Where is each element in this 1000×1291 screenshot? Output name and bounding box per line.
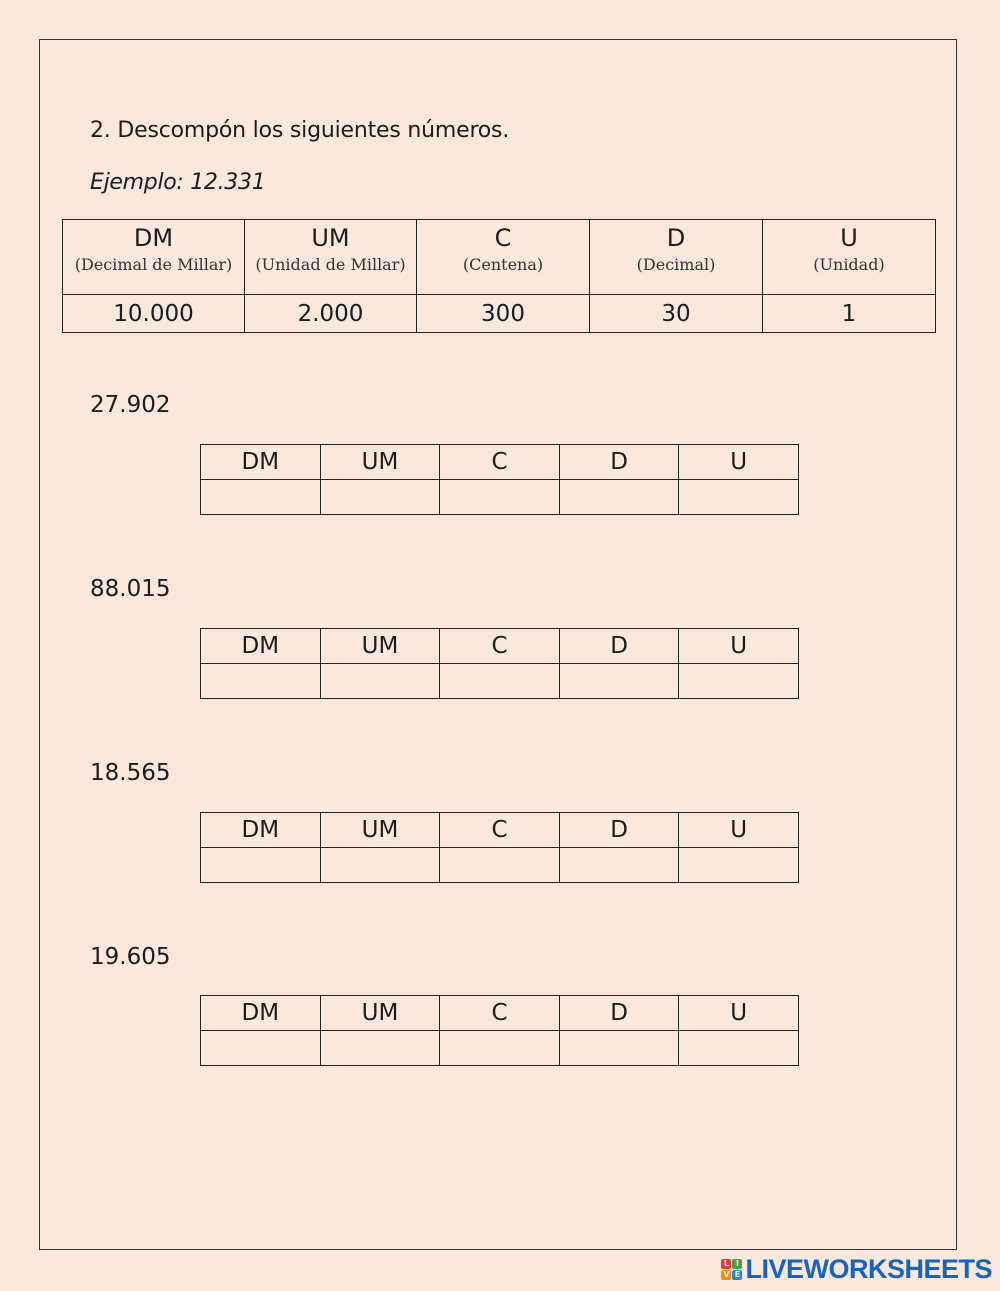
header-um: UM [320, 445, 440, 480]
example-header-c: C (Centena) [417, 220, 590, 295]
exercise-header-row [201, 445, 799, 480]
header-u: U [679, 445, 799, 480]
header-dm: DM [201, 629, 321, 664]
liveworksheets-logo[interactable] [721, 1254, 992, 1285]
exercise-answer-row [201, 480, 799, 515]
exercise-answer-row [201, 848, 799, 883]
exercise-table-2 [200, 628, 799, 699]
exercise-table-4 [200, 995, 799, 1066]
exercise-table-1 [200, 444, 799, 515]
header-u: U [679, 996, 799, 1031]
header-um: UM [320, 813, 440, 848]
answer-cell-dm[interactable] [201, 1031, 321, 1066]
answer-cell-c[interactable] [440, 480, 560, 515]
exercise-table-3 [200, 812, 799, 883]
answer-cell-u[interactable] [679, 480, 799, 515]
example-label: Ejemplo: 12.331 [90, 170, 266, 195]
exercise-header-row [201, 996, 799, 1031]
example-table [62, 219, 936, 333]
answer-cell-u[interactable] [679, 848, 799, 883]
header-d: D [559, 629, 679, 664]
answer-cell-d[interactable] [559, 848, 679, 883]
answer-cell-dm[interactable] [201, 480, 321, 515]
exercise-number-3: 18.565 [90, 760, 171, 786]
example-value-d: 30 [590, 295, 763, 333]
header-c: C [440, 445, 560, 480]
answer-cell-c[interactable] [440, 664, 560, 699]
header-d: D [559, 813, 679, 848]
exercise-number-1: 27.902 [90, 392, 171, 418]
liveworksheets-logo-icon: L I V E [721, 1259, 742, 1280]
answer-cell-um[interactable] [320, 1031, 440, 1066]
instruction-text: 2. Descompón los siguientes números. [90, 118, 510, 143]
example-value-u: 1 [763, 295, 936, 333]
answer-cell-u[interactable] [679, 664, 799, 699]
header-d: D [559, 996, 679, 1031]
answer-cell-um[interactable] [320, 480, 440, 515]
answer-cell-c[interactable] [440, 848, 560, 883]
exercise-number-2: 88.015 [90, 576, 171, 602]
header-dm: DM [201, 996, 321, 1031]
answer-cell-d[interactable] [559, 480, 679, 515]
example-header-u: U (Unidad) [763, 220, 936, 295]
answer-cell-dm[interactable] [201, 664, 321, 699]
exercise-answer-row [201, 664, 799, 699]
header-um: UM [320, 629, 440, 664]
example-value-um: 2.000 [245, 295, 417, 333]
example-header-um: UM (Unidad de Millar) [245, 220, 417, 295]
header-d: D [559, 445, 679, 480]
exercise-header-row [201, 629, 799, 664]
answer-cell-d[interactable] [559, 664, 679, 699]
header-um: UM [320, 996, 440, 1031]
example-header-dm: DM (Decimal de Millar) [63, 220, 245, 295]
example-value-c: 300 [417, 295, 590, 333]
example-header-d: D (Decimal) [590, 220, 763, 295]
answer-cell-u[interactable] [679, 1031, 799, 1066]
answer-cell-dm[interactable] [201, 848, 321, 883]
header-u: U [679, 813, 799, 848]
example-header-row [63, 220, 936, 295]
example-value-row [63, 295, 936, 333]
exercise-answer-row [201, 1031, 799, 1066]
header-c: C [440, 813, 560, 848]
exercise-header-row [201, 813, 799, 848]
answer-cell-um[interactable] [320, 664, 440, 699]
answer-cell-c[interactable] [440, 1031, 560, 1066]
exercise-number-4: 19.605 [90, 944, 171, 970]
header-dm: DM [201, 813, 321, 848]
answer-cell-um[interactable] [320, 848, 440, 883]
example-value-dm: 10.000 [63, 295, 245, 333]
header-c: C [440, 629, 560, 664]
logo-text: LIVEWORKSHEETS [745, 1254, 992, 1284]
header-dm: DM [201, 445, 321, 480]
answer-cell-d[interactable] [559, 1031, 679, 1066]
header-u: U [679, 629, 799, 664]
header-c: C [440, 996, 560, 1031]
